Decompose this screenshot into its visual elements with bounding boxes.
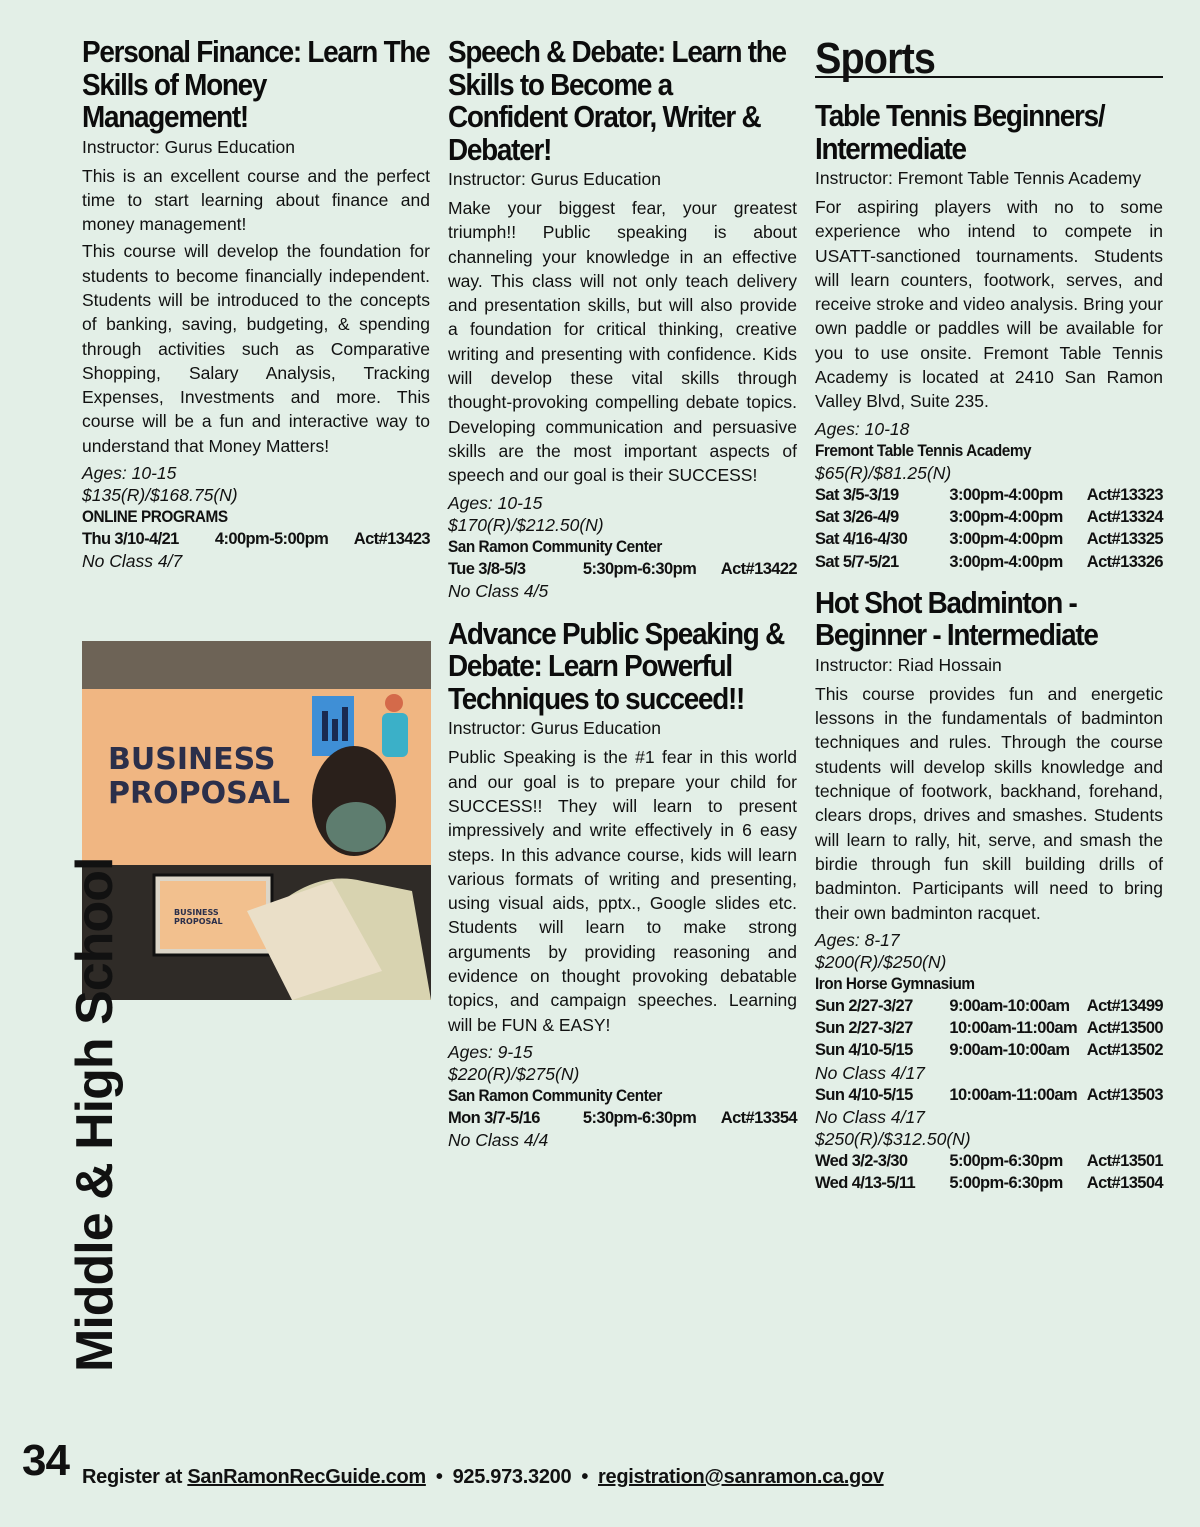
instructor: Instructor: Fremont Table Tennis Academy xyxy=(815,168,1142,188)
section-heading-text: Sports xyxy=(815,34,936,83)
session-time: 3:00pm-4:00pm xyxy=(949,552,1063,571)
course-title: Hot Shot Badminton - Beginner - Intermediate xyxy=(815,584,1098,653)
column-3 xyxy=(815,36,1163,1209)
register-label: Register at xyxy=(82,1466,183,1488)
no-class-note: No Class 4/4 xyxy=(448,1130,549,1151)
course-personal-finance xyxy=(82,36,430,572)
session-time: 5:30pm-6:30pm xyxy=(582,1108,697,1127)
laptop-text: PROPOSAL xyxy=(174,917,223,926)
page-number: 34 xyxy=(22,1436,69,1485)
session-date: Sun 4/10-5/15 xyxy=(815,1041,913,1060)
section-sidebar-label: Middle & High School xyxy=(66,857,124,1372)
schedule-row xyxy=(815,551,1163,573)
activity-number: Act#13326 xyxy=(1086,552,1163,571)
schedule-row xyxy=(815,995,1163,1017)
session-date: Sat 3/26-4/9 xyxy=(815,507,899,526)
footer xyxy=(82,1466,884,1489)
schedule-row xyxy=(815,484,1163,506)
session-date: Wed 3/2-3/30 xyxy=(815,1152,908,1171)
schedule-row xyxy=(815,1172,1163,1194)
course-table-tennis xyxy=(815,100,1163,573)
venue: ONLINE PROGRAMS xyxy=(82,508,228,527)
fee: $135(R)/$168.75(N) xyxy=(82,485,238,506)
schedule-row xyxy=(815,1150,1163,1172)
description-paragraph: This course provides fun and energetic lessons in the fundamentals of badminton techniques and rules. Through the course students will develop skills knowledge and technique of footwork, backhand, forehand, clears drops, drives and smashes. Students will learn to rally, hit, serve, and smash the birdie through fun skill building drills of badminton. Participants will need to bring their own badminton racquet. xyxy=(815,683,1163,923)
session-date: Sun 4/10-5/15 xyxy=(815,1085,913,1104)
session-time: 5:00pm-6:30pm xyxy=(949,1174,1063,1193)
fee: $220(R)/$275(N) xyxy=(448,1063,580,1084)
session-time: 3:00pm-4:00pm xyxy=(949,507,1063,526)
course-advance-public-speaking xyxy=(448,615,797,1151)
no-class-note: No Class 4/17 xyxy=(815,1107,925,1128)
course-speech-debate xyxy=(448,36,797,602)
separator: • xyxy=(581,1466,589,1488)
course-title: Table Tennis Beginners/ Intermediate xyxy=(815,98,1105,166)
description xyxy=(815,195,1163,414)
description xyxy=(448,745,797,1037)
description-paragraph: Public Speaking is the #1 fear in this world and our goal is to prepare your child for SUCCESS!! They will learn to present impressively and write effectively in 6 easy steps. In this advance course, kids will learn various formats of writing and presenting, using visual aids, pptx., Google slides etc. Students will learn to make strong arguments by providing reasoning and evidence on thought provoking debatable topics, and campaign speeches. Learning will be FUN & EASY! xyxy=(448,747,797,1035)
no-class-note: No Class 4/5 xyxy=(448,580,549,601)
session-date: Sat 4/16-4/30 xyxy=(815,530,908,549)
activity-number: Act#13423 xyxy=(353,530,430,549)
session-time: 9:00am-10:00am xyxy=(949,996,1070,1015)
fee: $170(R)/$212.50(N) xyxy=(448,514,604,535)
column-1 xyxy=(82,36,430,586)
instructor: Instructor: Gurus Education xyxy=(448,718,662,739)
description xyxy=(82,164,430,459)
schedule-row xyxy=(815,1039,1163,1061)
no-class-note: No Class 4/17 xyxy=(815,1062,925,1083)
session-date: Tue 3/8-5/3 xyxy=(448,559,526,578)
description xyxy=(815,682,1163,925)
activity-number: Act#13500 xyxy=(1086,1019,1163,1038)
ages: Ages: 8-17 xyxy=(815,929,900,950)
session-time: 5:00pm-6:30pm xyxy=(949,1152,1063,1171)
schedule-row xyxy=(815,1084,1163,1106)
separator: • xyxy=(435,1466,443,1488)
course-title: Personal Finance: Learn The Skills of Money Management! xyxy=(82,34,430,134)
column-2 xyxy=(448,36,797,1165)
fee: $65(R)/$81.25(N) xyxy=(815,462,952,483)
session-time: 5:30pm-6:30pm xyxy=(582,559,697,578)
session-time: 9:00am-10:00am xyxy=(949,1041,1070,1060)
laptop-text: BUSINESS xyxy=(174,908,219,917)
venue: San Ramon Community Center xyxy=(448,1086,662,1105)
session-time: 10:00am-11:00am xyxy=(949,1085,1078,1104)
session-date: Sat 5/7-5/21 xyxy=(815,552,899,571)
venue: Fremont Table Tennis Academy xyxy=(815,441,1032,460)
description-paragraph: This is an excellent course and the perfect time to start learning about finance and money management! xyxy=(82,165,430,235)
activity-number: Act#13354 xyxy=(720,1108,797,1127)
activity-number: Act#13422 xyxy=(720,559,797,578)
activity-number: Act#13504 xyxy=(1086,1174,1163,1193)
session-date: Sun 2/27-3/27 xyxy=(815,1019,913,1038)
description-paragraph: This course will develop the foundation for students to become financially independent. Students will be introduced to the concepts of banking, saving, budgeting, & spending through activities such as Comparative Shopping, Salary Analysis, Tracking Expenses, Investments and more. This course will be a fun and interactive way to understand that Money Matters! xyxy=(82,241,430,456)
session-time: 10:00am-11:00am xyxy=(949,1019,1078,1038)
activity-number: Act#13501 xyxy=(1086,1152,1163,1171)
session-time: 3:00pm-4:00pm xyxy=(949,530,1063,549)
website-link[interactable]: SanRamonRecGuide.com xyxy=(187,1466,426,1488)
schedule-row xyxy=(815,506,1163,528)
schedule-row xyxy=(82,528,430,550)
ages: Ages: 10-18 xyxy=(815,418,910,439)
ages: Ages: 10-15 xyxy=(82,463,177,484)
venue: San Ramon Community Center xyxy=(448,537,662,556)
description-paragraph: For aspiring players with no to some experience who intend to compete in USATT-sanctioned tournaments. Students will learn counters, footwork, serves, and receive stroke and video analysis. Bring your own paddle or paddles will be available for you to use onsite. Fremont Table Tennis Academy is located at 2410 San Ramon Valley Blvd, Suite 235. xyxy=(815,197,1163,412)
no-class-note: No Class 4/7 xyxy=(82,551,183,572)
activity-number: Act#13323 xyxy=(1086,485,1163,504)
schedule-row xyxy=(815,528,1163,550)
activity-number: Act#13503 xyxy=(1086,1085,1163,1104)
section-heading xyxy=(815,34,1163,83)
classroom-photo xyxy=(82,641,431,1000)
photo-illustration xyxy=(82,641,431,1000)
course-title: Speech & Debate: Learn the Skills to Become a Confident Orator, Writer & Debater! xyxy=(448,34,786,167)
description xyxy=(448,196,797,488)
session-date: Wed 4/13-5/11 xyxy=(815,1174,916,1193)
session-date: Sat 3/5-3/19 xyxy=(815,485,899,504)
course-badminton xyxy=(815,584,1163,1195)
schedule-row xyxy=(448,558,797,580)
schedule-row xyxy=(448,1107,797,1129)
activity-number: Act#13325 xyxy=(1086,530,1163,549)
activity-number: Act#13499 xyxy=(1086,996,1163,1015)
session-date: Sun 2/27-3/27 xyxy=(815,996,913,1015)
screen-text: PROPOSAL xyxy=(108,776,291,811)
instructor: Instructor: Gurus Education xyxy=(448,169,662,189)
session-time: 4:00pm-5:00pm xyxy=(214,530,329,549)
instructor: Instructor: Gurus Education xyxy=(82,136,296,157)
session-time: 3:00pm-4:00pm xyxy=(949,485,1063,504)
phone-number: 925.973.3200 xyxy=(452,1466,572,1488)
venue: Iron Horse Gymnasium xyxy=(815,974,975,993)
ages: Ages: 10-15 xyxy=(448,492,543,513)
activity-number: Act#13324 xyxy=(1086,507,1163,526)
email-link[interactable]: registration@sanramon.ca.gov xyxy=(598,1466,884,1488)
session-date: Thu 3/10-4/21 xyxy=(82,530,179,549)
screen-text: BUSINESS xyxy=(108,742,276,777)
activity-number: Act#13502 xyxy=(1086,1041,1163,1060)
course-title: Advance Public Speaking & Debate: Learn Powerful Techniques to succeed!! xyxy=(448,615,784,716)
instructor: Instructor: Riad Hossain xyxy=(815,654,1002,675)
ages: Ages: 9-15 xyxy=(448,1041,533,1062)
session-date: Mon 3/7-5/16 xyxy=(448,1108,540,1127)
schedule-row xyxy=(815,1017,1163,1039)
fee: $250(R)/$312.50(N) xyxy=(815,1129,971,1150)
description-paragraph: Make your biggest fear, your greatest triumph!! Public speaking is about channeling your knowledge in an effective way. This class will not only teach delivery and presentation skills, but will also provide a foundation for critical thinking, creative writing and presenting with confidence. Kids will develop these vital skills through thought-provoking compelling debate topics. Developing communication and persuasive skills are the most important aspects of speech and our goal is their SUCCESS! xyxy=(448,198,797,486)
fee: $200(R)/$250(N) xyxy=(815,951,947,972)
